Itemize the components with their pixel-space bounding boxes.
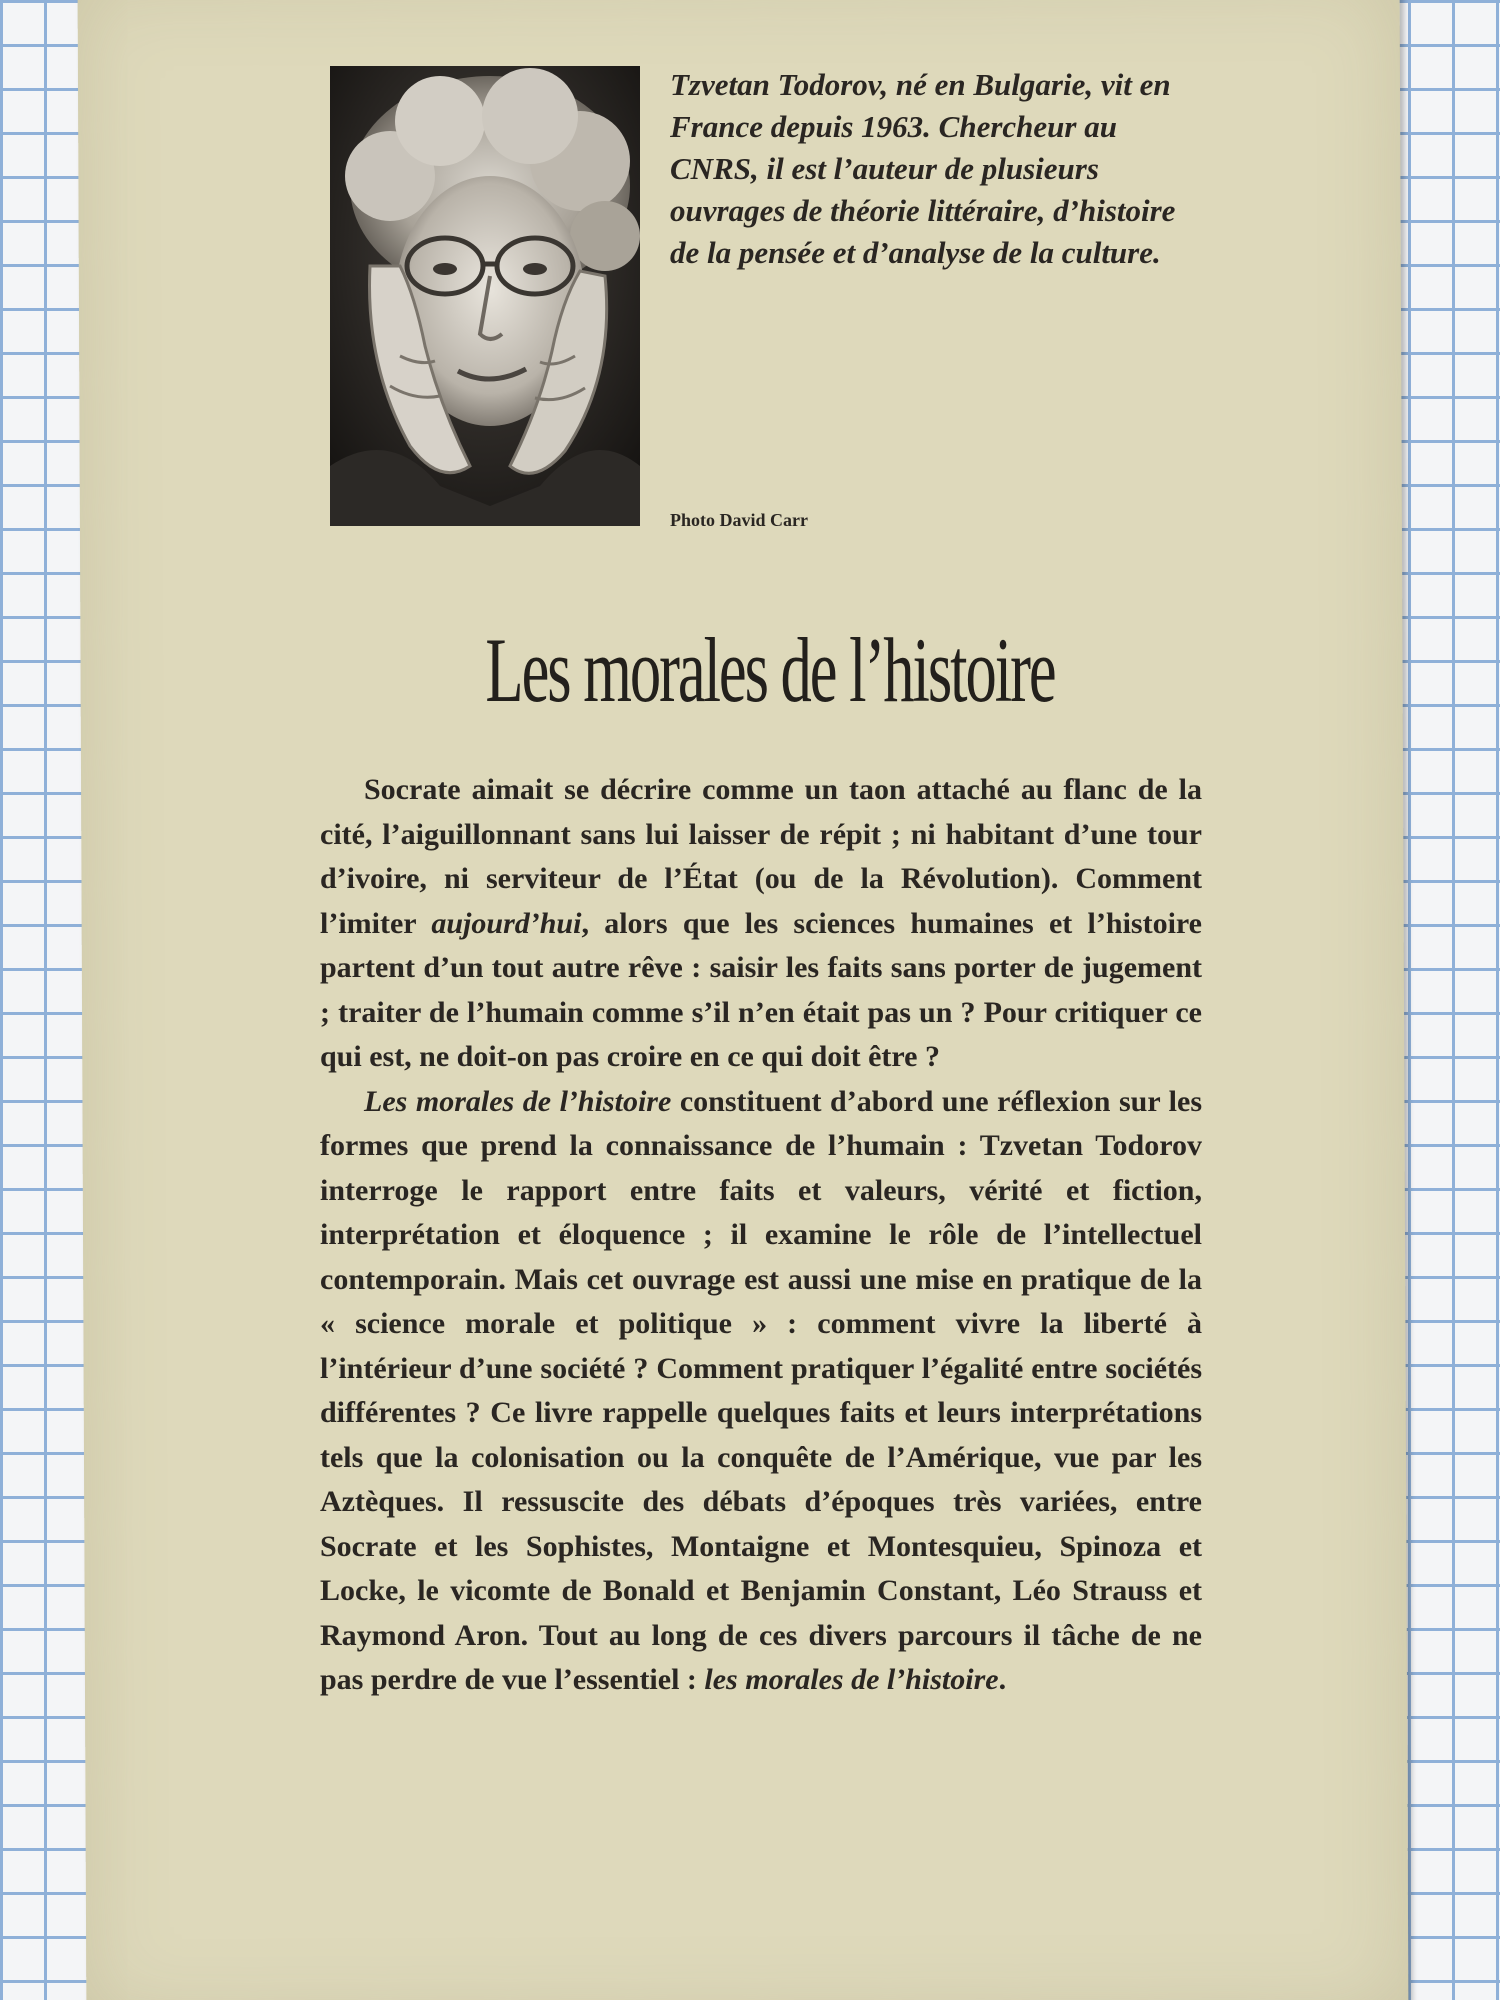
- author-portrait-image: [330, 66, 640, 526]
- description-paragraph-2: [320, 1080, 1202, 1703]
- italic-text-run: aujourd’hui: [431, 906, 582, 940]
- author-bio: Tzvetan Todorov, né en Bulgarie, vit en France depuis 1963. Chercheur au CNRS, il est l’auteur de plusieurs ouvrages de théorie littéraire, d’histoire de la pensée et d’analyse de la culture.: [670, 67, 1176, 270]
- book-description: [320, 768, 1202, 1703]
- description-paragraph-1: [320, 768, 1202, 1080]
- author-photo: [330, 66, 640, 526]
- italic-text-run: les morales de l’histoire: [704, 1663, 999, 1696]
- photo-credit: Photo David Carr: [670, 510, 808, 530]
- text-run: constituent d’abord une réflexion sur les formes que prend la connaissance de l’humain : Tzvetan Todorov interroge le rapport entre faits et valeurs, vérité et fiction, interprétation et éloquence ; il examine le rôle de l’intellectuel contemporain. Mais cet ouvrage est aussi une mise en pratique de la « science morale et politique » : comment vivre la liberté à l’intérieur d’une société ? Comment pratiquer l’égalité entre sociétés différentes ? Ce livre rappelle quelques faits et leurs interprétations tels que la colonisation ou la conquête de l’Amérique, vue par les Aztèques. Il ressuscite des débats d’époques très variées, entre Socrate et les Sophistes, Montaigne et Montesquieu, Spinoza et Locke, le vicomte de Bonald et Benjamin Constant, Léo Strauss et Raymond Aron. Tout au long de ces divers parcours il tâche de ne pas perdre de vue l’essentiel :: [320, 1084, 1202, 1696]
- text-run: .: [998, 1663, 1007, 1696]
- italic-text-run: Les morales de l’histoire: [364, 1084, 672, 1118]
- book-title: Les morales de l’histoire: [485, 619, 1055, 721]
- text-run: Socrate aimait se décrire comme un taon attaché au flanc de la cité, l’aiguillonnant sans lui laisser de répit ; ni habitant d’une tour d’ivoire, ni serviteur de l’État (ou de la Révolution). Comment l’imiter: [320, 773, 1202, 940]
- text-run: , alors que les sciences humaines et l’histoire partent d’un tout autre rêve : saisir les faits sans porter de jugement ; traiter de l’humain comme s’il n’en était pas un ? Pour critiquer ce qui est, ne doit-on pas croire en ce qui doit être ?: [320, 906, 1202, 1073]
